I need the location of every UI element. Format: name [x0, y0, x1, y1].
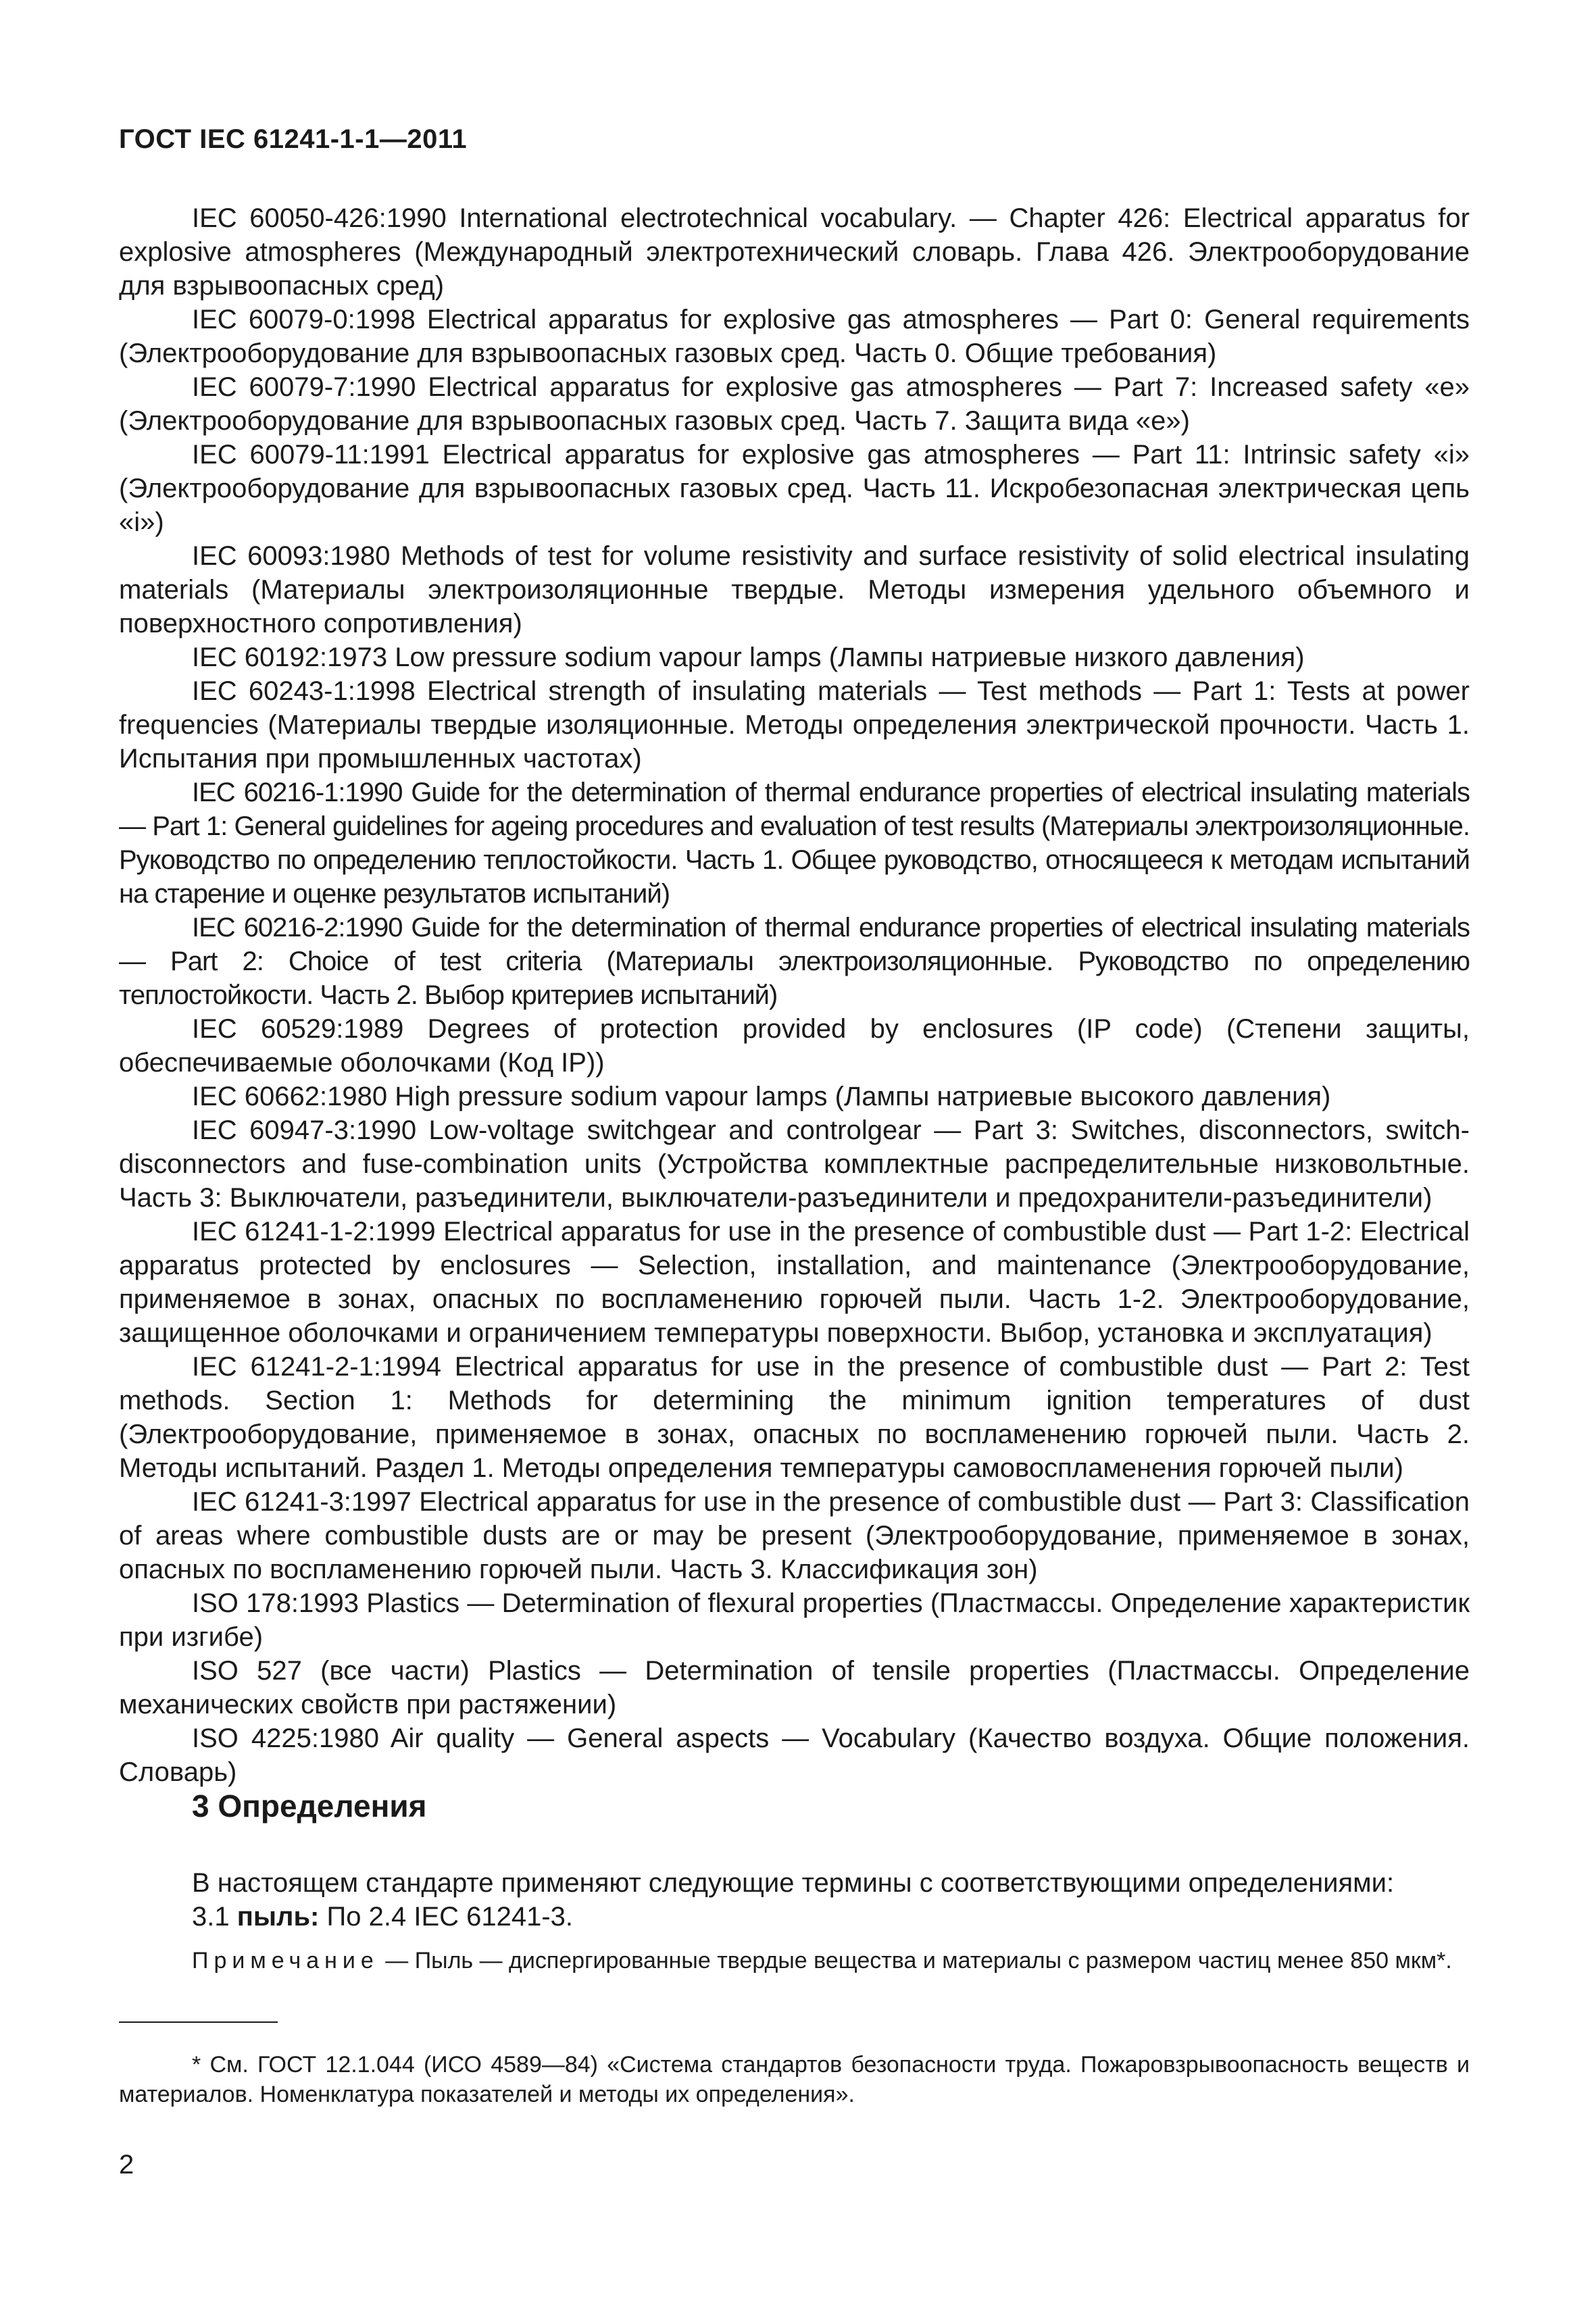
- reference-item: IEC 61241-1-2:1999 Electrical apparatus for use in the presence of combustible dust — Part 1-2: Electrical apparatus protected by enclosures — Selection, installation, and maintenance (Электрооборудование, применяемое в зонах, опасных по воспламенению горючей пыли. Часть 1-2. Электрооборудование, защищенное оболочками и ограничением температуры поверхности. Выбор, установка и эксплуатация): [119, 1217, 1470, 1348]
- note: [119, 1946, 1470, 1976]
- reference-item: ISO 178:1993 Plastics — Determination of flexural properties (Пластмассы. Определение характеристик при изгибе): [119, 1588, 1470, 1652]
- term-definition: [192, 1900, 573, 1934]
- reference-item: IEC 60079-0:1998 Electrical apparatus for explosive gas atmospheres — Part 0: General requirements (Электрооборудование для взрывоопасных газовых сред. Часть 0. Общие требования): [119, 305, 1470, 368]
- reference-item: IEC 60947-3:1990 Low-voltage switchgear and controlgear — Part 3: Switches, disconnectors, switch-disconnectors and fuse-combination units (Устройства комплектные распределительные низковольтные. Часть 3: Выключатели, разъединители, выключатели-разъединители и предохранители-разъединители): [119, 1115, 1470, 1213]
- reference-item: IEC 60192:1973 Low pressure sodium vapour lamps (Лампы натриевые низкого давления): [192, 643, 1305, 672]
- reference-item: IEC 60050-426:1990 International electrotechnical vocabulary. — Chapter 426: Electrical apparatus for explosive atmospheres (Международный электротехнический словарь. Глава 426. Электрооборудование для взрывоопасных сред): [119, 203, 1470, 301]
- reference-item: IEC 60529:1989 Degrees of protection provided by enclosures (IP code) (Степени защиты, обеспечиваемые оболочками (Код IP)): [119, 1014, 1470, 1078]
- term-number: 3.1: [192, 1902, 230, 1932]
- reference-item: ISO 4225:1980 Air quality — General aspects — Vocabulary (Качество воздуха. Общие положения. Словарь): [119, 1724, 1470, 1787]
- page-number: 2: [119, 2150, 134, 2180]
- note-text: — Пыль — диспергированные твердые вещества и материалы с размером частиц менее 850 мкм*.: [385, 1948, 1452, 1973]
- reference-item: IEC 61241-2-1:1994 Electrical apparatus for use in the presence of combustible dust — Part 2: Test methods. Section 1: Methods for determining the minimum ignition temperatures of dust (Электрооборудование, применяемое в зонах, опасных по воспламенению горючей пыли. Часть 2. Методы испытаний. Раздел 1. Методы определения температуры самовоспламенения горючей пыли): [119, 1352, 1470, 1483]
- term-name: пыль:: [236, 1902, 320, 1932]
- section-title: 3 Определения: [192, 1788, 427, 1823]
- reference-item: IEC 60216-1:1990 Guide for the determination of thermal endurance properties of electrical insulating materials — Part 1: General guidelines for ageing procedures and evaluation of test results (Материалы электроизоляционные. Руководство по определению теплостойкости. Часть 1. Общее руководство, относящееся к методам испытаний на старение и оценке результатов испытаний): [119, 778, 1470, 909]
- reference-item: IEC 60093:1980 Methods of test for volume resistivity and surface resistivity of solid electrical insulating materials (Материалы электроизоляционные твердые. Методы измерения удельного объемного и поверхностного сопротивления): [119, 541, 1470, 638]
- reference-item: IEC 60662:1980 High pressure sodium vapour lamps (Лампы натриевые высокого давления): [192, 1082, 1331, 1111]
- reference-item: ISO 527 (все части) Plastics — Determination of tensile properties (Пластмассы. Определение механических свойств при растяжении): [119, 1656, 1470, 1719]
- footnote-divider: [119, 2021, 278, 2023]
- section-intro: В настоящем стандарте применяют следующие термины с соответствующими определениями:: [192, 1868, 1395, 1898]
- reference-item: IEC 61241-3:1997 Electrical apparatus for use in the presence of combustible dust — Part 3: Classification of areas where combustible dusts are or may be present (Электрооборудование, применяемое в зонах, опасных по воспламенению горючей пыли. Часть 3. Классификация зон): [119, 1487, 1470, 1584]
- normative-references: [119, 201, 1470, 1789]
- reference-item: IEC 60079-11:1991 Electrical apparatus for explosive gas atmospheres — Part 11: Intrinsic safety «i» (Электрооборудование для взрывоопасных газовых сред. Часть 11. Искробезопасная электрическая цепь «i»): [119, 440, 1470, 537]
- reference-item: IEC 60243-1:1998 Electrical strength of insulating materials — Test methods — Part 1: Tests at power frequencies (Материалы твердые изоляционные. Методы определения электрической прочности. Часть 1. Испытания при промышленных частотах): [119, 676, 1470, 774]
- footnote: * См. ГОСТ 12.1.044 (ИСО 4589—84) «Система стандартов безопасности труда. Пожаровзрывоопасность веществ и материалов. Номенклатура показателей и методы их определения».: [119, 2052, 1470, 2107]
- document-header: ГОСТ IEC 61241-1-1—2011: [119, 124, 468, 154]
- note-label: Примечание: [192, 1948, 379, 1973]
- term-text: По 2.4 IEC 61241-3.: [326, 1902, 574, 1932]
- reference-item: IEC 60216-2:1990 Guide for the determination of thermal endurance properties of electrical insulating materials — Part 2: Choice of test criteria (Материалы электроизоляционные. Руководство по определению теплостойкости. Часть 2. Выбор критериев испытаний): [119, 913, 1470, 1010]
- reference-item: IEC 60079-7:1990 Electrical apparatus for explosive gas atmospheres — Part 7: Increased safety «е» (Электрооборудование для взрывоопасных газовых сред. Часть 7. Защита вида «е»): [119, 372, 1470, 436]
